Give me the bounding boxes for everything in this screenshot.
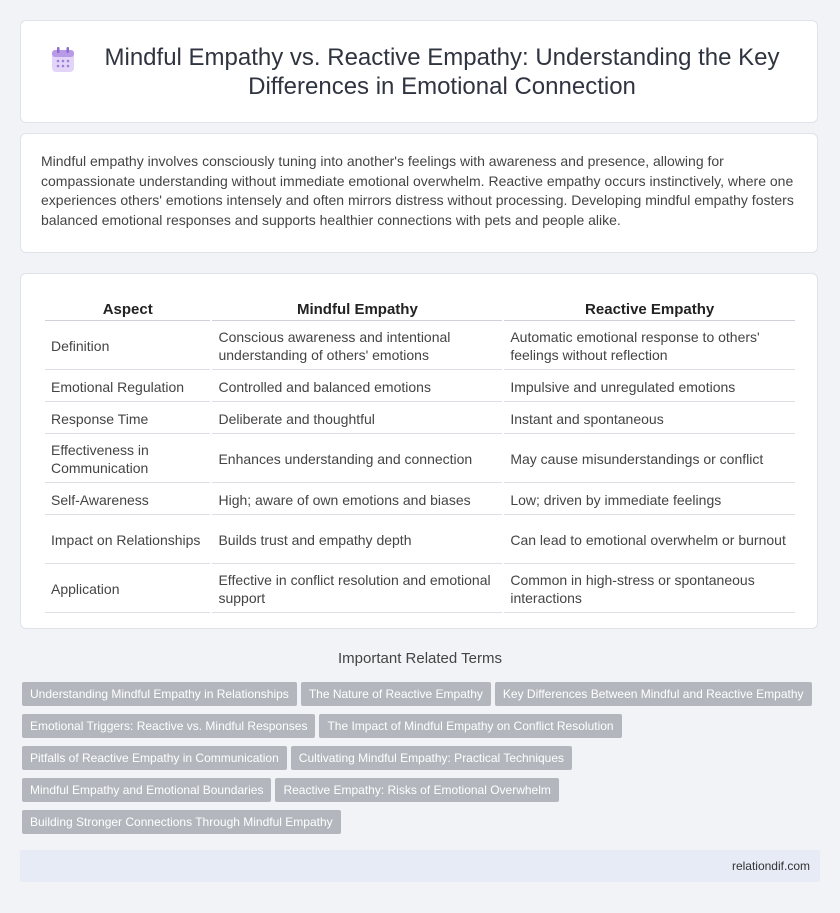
row-aspect: Response Time (45, 404, 210, 434)
table-row (45, 436, 795, 483)
row-reactive: Impulsive and unregulated emotions (504, 372, 795, 402)
row-reactive: May cause misunderstandings or conflict (504, 436, 795, 483)
table-row (45, 323, 795, 370)
row-reactive: Common in high-stress or spontaneous interactions (504, 566, 795, 613)
row-reactive: Can lead to emotional overwhelm or burnout (504, 517, 795, 564)
row-reactive: Instant and spontaneous (504, 404, 795, 434)
table-row (45, 485, 795, 515)
page-title: Mindful Empathy vs. Reactive Empathy: Understanding the Key Differences in Emotional Connection (104, 43, 780, 100)
table-row (45, 372, 795, 402)
related-term-tag[interactable]: Pitfalls of Reactive Empathy in Communication (22, 746, 287, 770)
row-aspect: Emotional Regulation (45, 372, 210, 402)
table-header-row (45, 298, 795, 321)
row-mindful: Deliberate and thoughtful (212, 404, 502, 434)
related-term-tag[interactable]: Understanding Mindful Empathy in Relationships (22, 682, 297, 706)
row-mindful: Enhances understanding and connection (212, 436, 502, 483)
table-row (45, 404, 795, 434)
row-reactive: Low; driven by immediate feelings (504, 485, 795, 515)
table-row (45, 566, 795, 613)
header-reactive-empathy: Reactive Empathy (504, 298, 795, 321)
related-terms-heading: Important Related Terms (338, 650, 502, 667)
related-term-tag[interactable]: Building Stronger Connections Through Mindful Empathy (22, 810, 341, 834)
row-mindful: Conscious awareness and intentional understanding of others' emotions (212, 323, 502, 370)
row-aspect: Impact on Relationships (45, 517, 210, 564)
related-term-tag[interactable]: Mindful Empathy and Emotional Boundaries (22, 778, 271, 802)
row-mindful: Builds trust and empathy depth (212, 517, 502, 564)
header-mindful-empathy: Mindful Empathy (212, 298, 502, 321)
intro-paragraph: Mindful empathy involves consciously tuning into another's feelings with awareness and presence, allowing for compassionate understanding without immediate emotional overwhelm. Reactive empathy occurs instinctively, where one experiences others' emotions intensely and often mirrors distress without processing. Developing mindful empathy fosters balanced emotional responses and supports healthier connections with pets and people alike. (41, 153, 794, 228)
row-mindful: Controlled and balanced emotions (212, 372, 502, 402)
footer-site-link[interactable]: relationdif.com (731, 859, 810, 873)
related-term-tag[interactable]: The Nature of Reactive Empathy (301, 682, 491, 706)
title-card (20, 20, 818, 123)
comparison-table-card (20, 273, 818, 629)
related-term-tag[interactable]: The Impact of Mindful Empathy on Conflict Resolution (319, 714, 621, 738)
related-term-tag[interactable]: Key Differences Between Mindful and Reactive Empathy (495, 682, 812, 706)
row-aspect: Definition (45, 323, 210, 370)
row-reactive: Automatic emotional response to others' feelings without reflection (504, 323, 795, 370)
row-aspect: Application (45, 566, 210, 613)
related-term-tag[interactable]: Emotional Triggers: Reactive vs. Mindful Responses (22, 714, 315, 738)
header-aspect: Aspect (45, 298, 210, 321)
related-term-tag[interactable]: Reactive Empathy: Risks of Emotional Overwhelm (275, 778, 558, 802)
comparison-table (43, 296, 797, 615)
row-aspect: Effectiveness in Communication (45, 436, 210, 483)
footer (20, 850, 820, 882)
table-row (45, 517, 795, 564)
calendar-icon (51, 47, 75, 73)
related-term-tag[interactable]: Cultivating Mindful Empathy: Practical Techniques (291, 746, 572, 770)
row-mindful: Effective in conflict resolution and emotional support (212, 566, 502, 613)
intro-card (20, 133, 818, 253)
row-aspect: Self-Awareness (45, 485, 210, 515)
row-mindful: High; aware of own emotions and biases (212, 485, 502, 515)
related-terms-list (22, 682, 822, 842)
